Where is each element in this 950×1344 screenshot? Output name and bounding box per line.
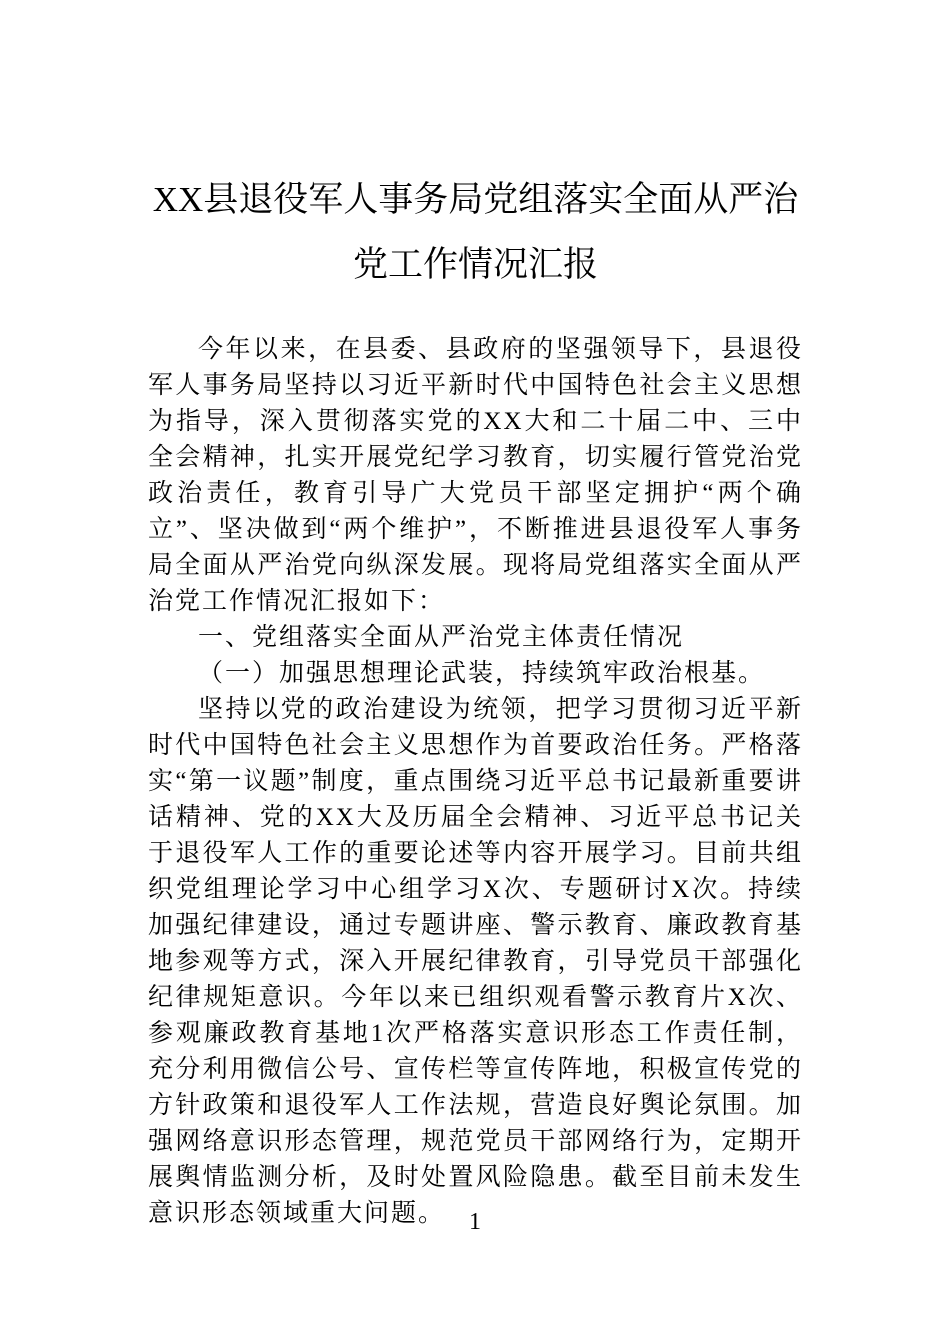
paragraph: 坚持以党的政治建设为统领，把学习贯彻习近平新时代中国特色社会主义思想作为首要政治任务。严格落实“第一议题”制度，重点围绕习近平总书记最新重要讲话精神、党的XX大及历届全会精神、习近平总书记关于退役军人工作的重要论述等内容开展学习。目前共组织党组理论学习中心组学习X次、专题研讨X次。持续加强纪律建设，通过专题讲座、警示教育、廉政教育基地参观等方式，深入开展纪律教育，引导党员干部强化纪律规矩意识。今年以来已组织观看警示教育片X次、参观廉政教育基地1次严格落实意识形态工作责任制，充分利用微信公号、宣传栏等宣传阵地，积极宣传党的方针政策和退役军人工作法规，营造良好舆论氛围。加强网络意识形态管理，规范党员干部网络行为，定期开展舆情监测分析，及时处置风险隐患。截至目前未发生意识形态领域重大问题。	[148, 695, 803, 1227]
document-title: XX县退役军人事务局党组落实全面从严治党工作情况汇报	[152, 180, 799, 284]
page-number: 1	[469, 1209, 481, 1235]
document-body	[148, 332, 803, 1232]
section-heading-level-2: （一）加强思想理论武装，持续筑牢政治根基。	[198, 659, 766, 687]
paragraph: 今年以来，在县委、县政府的坚强领导下，县退役军人事务局坚持以习近平新时代中国特色社会主义思想为指导，深入贯彻落实党的XX大和二十届二中、三中全会精神，扎实开展党纪学习教育，切实履行管党治党政治责任，教育引导广大党员干部坚定拥护“两个确立”、坚决做到“两个维护”，不断推进县退役军人事务局全面从严治党向纵深发展。现将局党组落实全面从严治党工作情况汇报如下：	[148, 335, 803, 615]
section-heading-level-1: 一、党组落实全面从严治党主体责任情况	[198, 623, 685, 651]
